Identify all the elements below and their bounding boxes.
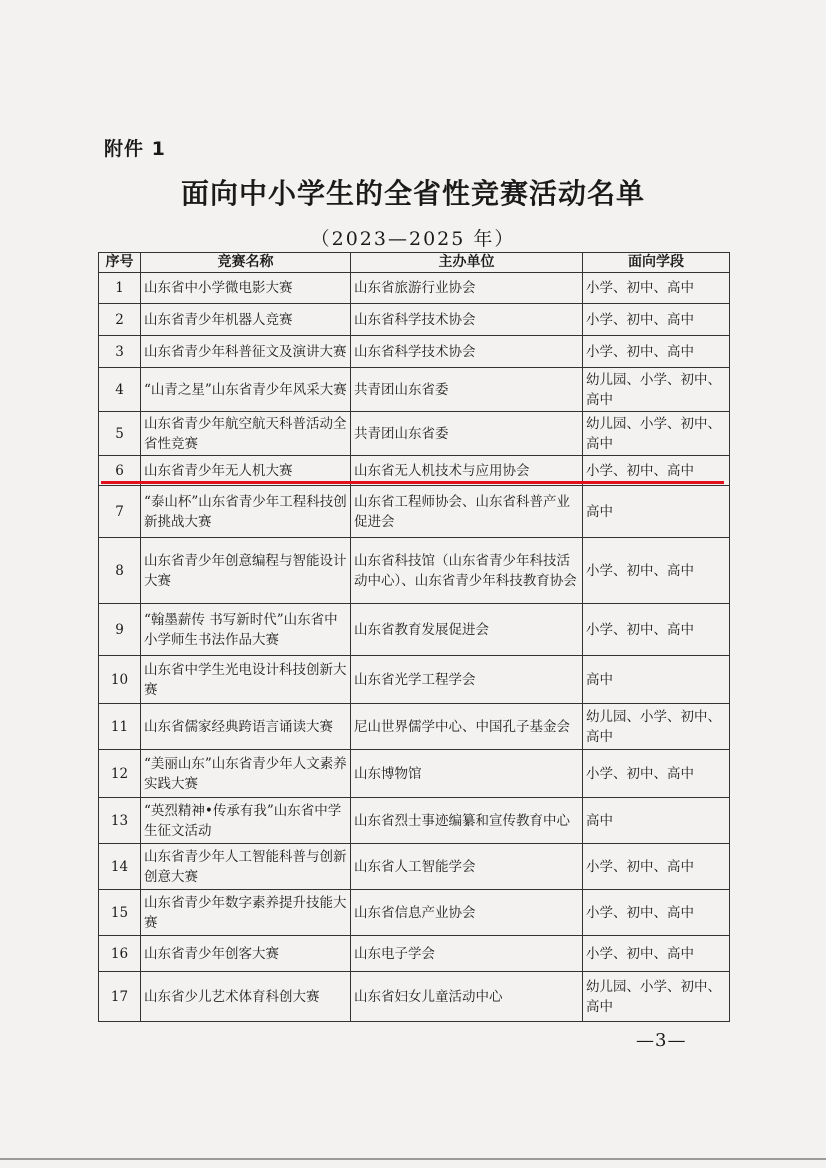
row-number: 17 [99, 972, 141, 1022]
organizer-name: 山东省人工智能学会 [351, 844, 583, 890]
table-row [99, 750, 730, 798]
competition-name: 山东省少儿艺术体育科创大赛 [141, 972, 351, 1022]
competition-name: “泰山杯”山东省青少年工程科技创新挑战大赛 [141, 486, 351, 538]
organizer-name: 山东省烈士事迹编纂和宣传教育中心 [351, 798, 583, 844]
competition-name: 山东省青少年无人机大赛 [141, 456, 351, 486]
school-stage: 小学、初中、高中 [583, 844, 730, 890]
row-number: 16 [99, 936, 141, 972]
table-row [99, 604, 730, 656]
organizer-name: 山东省光学工程学会 [351, 656, 583, 704]
competition-name: 山东省青少年航空航天科普活动全省性竞赛 [141, 412, 351, 456]
row-number: 3 [99, 336, 141, 368]
organizer-name: 山东省科学技术协会 [351, 304, 583, 336]
header-stage: 面向学段 [583, 253, 730, 273]
table-row [99, 972, 730, 1022]
table-row [99, 936, 730, 972]
row-number: 13 [99, 798, 141, 844]
table-row [99, 704, 730, 750]
competition-name: “翰墨薪传 书写新时代”山东省中小学师生书法作品大赛 [141, 604, 351, 656]
competition-name: 山东省青少年创客大赛 [141, 936, 351, 972]
school-stage: 小学、初中、高中 [583, 336, 730, 368]
row-number: 12 [99, 750, 141, 798]
table-row [99, 656, 730, 704]
row-number: 6 [99, 456, 141, 486]
competition-name: “英烈精神•传承有我”山东省中学生征文活动 [141, 798, 351, 844]
school-stage: 幼儿园、小学、初中、高中 [583, 704, 730, 750]
row-number: 2 [99, 304, 141, 336]
competition-name: 山东省儒家经典跨语言诵读大赛 [141, 704, 351, 750]
competition-name: 山东省青少年机器人竞赛 [141, 304, 351, 336]
row-number: 7 [99, 486, 141, 538]
competition-name: 山东省青少年创意编程与智能设计大赛 [141, 538, 351, 604]
organizer-name: 共青团山东省委 [351, 368, 583, 412]
competition-name: “山青之星”山东省青少年风采大赛 [141, 368, 351, 412]
school-stage: 幼儿园、小学、初中、高中 [583, 972, 730, 1022]
header-no: 序号 [99, 253, 141, 273]
organizer-name: 山东省教育发展促进会 [351, 604, 583, 656]
organizer-name: 山东省旅游行业协会 [351, 273, 583, 304]
school-stage: 幼儿园、小学、初中、高中 [583, 412, 730, 456]
competition-name: “美丽山东”山东省青少年人文素养实践大赛 [141, 750, 351, 798]
organizer-name: 山东电子学会 [351, 936, 583, 972]
table-row [99, 336, 730, 368]
organizer-name: 山东省信息产业协会 [351, 890, 583, 936]
school-stage: 小学、初中、高中 [583, 936, 730, 972]
organizer-name: 山东博物馆 [351, 750, 583, 798]
competition-name: 山东省青少年数字素养提升技能大赛 [141, 890, 351, 936]
row-number: 1 [99, 273, 141, 304]
competition-table [98, 252, 730, 1022]
table-row [99, 273, 730, 304]
school-stage: 小学、初中、高中 [583, 273, 730, 304]
table-body [99, 273, 730, 1022]
school-stage: 小学、初中、高中 [583, 604, 730, 656]
row-number: 11 [99, 704, 141, 750]
competition-name: 山东省青少年人工智能科普与创新创意大赛 [141, 844, 351, 890]
competition-name: 山东省中学生光电设计科技创新大赛 [141, 656, 351, 704]
organizer-name: 共青团山东省委 [351, 412, 583, 456]
header-organizer: 主办单位 [351, 253, 583, 273]
school-stage: 幼儿园、小学、初中、高中 [583, 368, 730, 412]
competition-name: 山东省青少年科普征文及演讲大赛 [141, 336, 351, 368]
table-row [99, 538, 730, 604]
row-number: 15 [99, 890, 141, 936]
school-stage: 高中 [583, 656, 730, 704]
organizer-name: 山东省科技馆（山东省青少年科技活动中心）、山东省青少年科技教育协会 [351, 538, 583, 604]
table-header-row [99, 253, 730, 273]
organizer-name: 山东省妇女儿童活动中心 [351, 972, 583, 1022]
red-underline-highlight [101, 481, 724, 484]
table-row [99, 304, 730, 336]
table-row [99, 412, 730, 456]
attachment-label: 附件 1 [104, 138, 166, 160]
row-number: 8 [99, 538, 141, 604]
header-name: 竞赛名称 [141, 253, 351, 273]
school-stage: 高中 [583, 798, 730, 844]
organizer-name: 尼山世界儒学中心、中国孔子基金会 [351, 704, 583, 750]
school-stage: 小学、初中、高中 [583, 890, 730, 936]
competition-name: 山东省中小学微电影大赛 [141, 273, 351, 304]
row-number: 10 [99, 656, 141, 704]
table-row [99, 890, 730, 936]
school-stage: 小学、初中、高中 [583, 750, 730, 798]
row-number: 9 [99, 604, 141, 656]
organizer-name: 山东省科学技术协会 [351, 336, 583, 368]
page-number: —3— [636, 1030, 687, 1051]
row-number: 14 [99, 844, 141, 890]
table-row [99, 486, 730, 538]
page-subtitle: （2023—2025 年） [310, 228, 516, 250]
table-row [99, 798, 730, 844]
table-row [99, 844, 730, 890]
school-stage: 小学、初中、高中 [583, 538, 730, 604]
organizer-name: 山东省无人机技术与应用协会 [351, 456, 583, 486]
row-number: 4 [99, 368, 141, 412]
page-title: 面向中小学生的全省性竞赛活动名单 [180, 177, 645, 210]
table-row [99, 368, 730, 412]
row-number: 5 [99, 412, 141, 456]
school-stage: 小学、初中、高中 [583, 304, 730, 336]
school-stage: 小学、初中、高中 [583, 456, 730, 486]
page-bottom-edge [0, 1158, 826, 1160]
school-stage: 高中 [583, 486, 730, 538]
organizer-name: 山东省工程师协会、山东省科普产业促进会 [351, 486, 583, 538]
